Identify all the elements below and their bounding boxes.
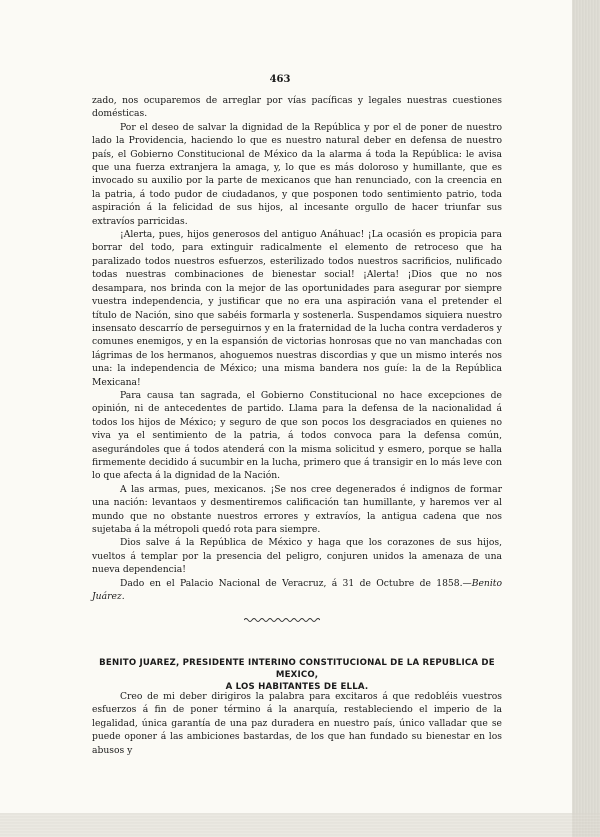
paragraph: ¡Alerta, pues, hijos generosos del antiguo Anáhuac! ¡La ocasión es propicia para borrar del todo, para extinguir radicalmente el elemento de retroceso que ha paralizado todos nuestros esfuerzos, esterilizado todos nuestros sacrificios, nulificado todas nuestras combinaciones de bienestar social! ¡Alerta! ¡Dios que no nos desampara, nos brinda con la mejor de las oportunidades para asegurar por siempre vuestra independencia, y justificar que no era una aspiración vana el pretender el título de Nación, sino que sabéis formarla y sostenerla. Suspendamos siquiera nuestro insensato descarrío de perseguirnos y en la fraternidad de la lucha contra verdaderos y comunes enemigos, y en la espansión de victorias honrosas que no van manchadas con lágrimas de los hermanos, ahoguemos nuestras discordias y que un mismo interés nos una: la independencia de México; una misma bandera nos guíe: la de la República Mexicana!	[92, 229, 502, 388]
scan-edge-right	[572, 0, 600, 837]
heading-line-1: BENITO JUAREZ, PRESIDENTE INTERINO CONSTITUCIONAL DE LA REPUBLICA DE MEXICO,	[99, 658, 495, 680]
signature: Benito Juárez.	[92, 577, 502, 603]
paragraph: zado, nos ocuparemos de arreglar por vías pacíficas y legales nuestras cuestiones domésticas.	[92, 95, 502, 120]
dateline: Dado en el Palacio Nacional de Veracruz, á 31 de Octubre de 1858.—	[120, 577, 472, 589]
wavy-divider-ornament	[244, 617, 320, 623]
paragraph: Creo de mi deber dirigiros la palabra para excitaros á que redobléis vuestros esfuerzos á fin de poner término á la anarquía, restableciendo el imperio de la legalidad, única garantía de una paz duradera en nuestro país, único valladar que se puede oponer á las ambiciones bastardas, de los que han fundado su bienestar en los abusos y	[92, 691, 502, 756]
paragraph: Por el deseo de salvar la dignidad de la República y por el de poner de nuestro lado la Providencia, haciendo lo que es nuestro natural deber en defensa de nuestro país, el Gobierno Constitucional de México da la alarma á toda la República: le avisa que una fuerza extranjera la amaga, y, lo que es más doloroso y humillante, que es invocado su auxilio por la parte de mexicanos que han renunciado, con la creencia en la patria, á todo pudor de ciudadanos, y que posponen todo sentimiento patrio, toda aspiración á la felicidad de sus hijos, al incesante orgullo de hacer triunfar sus extravíos parricidas.	[92, 121, 502, 227]
paragraph: Para causa tan sagrada, el Gobierno Constitucional no hace excepciones de opinión, ni de antecedentes de partido. Llama para la defensa de la nacionalidad á todos los hijos de México; y seguro de que son pocos los desgraciados en quienes no viva ya el sentimiento de la patria, á todos convoca para la defensa común, asegurándoles que á todos atenderá con la misma solicitud y esmero, porque se halla firmemente decidido á sucumbir en la lucha, primero que á transigir en lo más leve con lo que afecta á la dignidad de la Nación.	[92, 389, 502, 482]
paragraph: Dios salve á la República de México y haga que los corazones de sus hijos, vueltos á templar por la presencia del peligro, conjuren unidos la amenaza de una nueva dependencia!	[92, 537, 502, 576]
section-heading	[92, 657, 502, 693]
page-number: 463	[269, 74, 291, 85]
scan-edge-bottom	[0, 813, 600, 837]
dateline-paragraph	[92, 577, 502, 604]
second-proclamation-body	[92, 690, 502, 757]
heading-line-2: A LOS HABITANTES DE ELLA.	[225, 682, 369, 692]
paragraph: A las armas, pues, mexicanos. ¡Se nos cree degenerados é indignos de formar una nación: levantaos y desmentiremos calificación tan humillante, y haremos ver al mundo que no obstante nuestros errores y extravíos, la antigua cadena que nos sujetaba á la métropoli quedó rota para siempre.	[92, 483, 502, 535]
proclamation-body	[92, 94, 502, 603]
